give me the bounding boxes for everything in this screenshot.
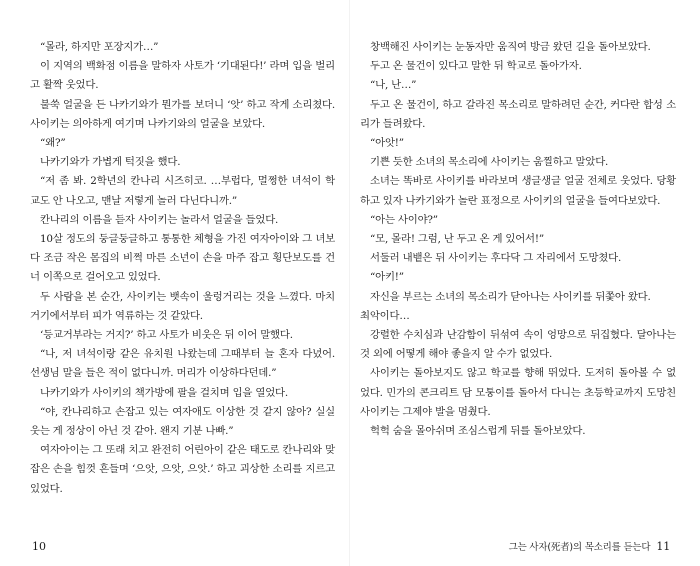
paragraph: 두고 온 물건이, 하고 갈라진 목소리로 말하려던 순간, 커다란 합성 소리가 들려왔다. — [360, 98, 676, 130]
right-page — [350, 0, 700, 566]
paragraph: 두고 온 물건이 있다고 말한 뒤 학교로 돌아가자. — [370, 60, 582, 73]
paragraph: 사이키는 돌아보지도 않고 학교를 향해 뛰었다. 도저히 돌아볼 수 없었다. 민가의 콘크리트 담 모퉁이를 돌아서 다니는 초등학교까지 도망친 사이키는 그제야 발을 멈췄다. — [360, 367, 676, 418]
paragraph: 최악이다… — [360, 309, 410, 322]
paragraph: ‘등교거부라는 거지?’ 하고 사토가 비웃은 뒤 이어 말했다. — [40, 329, 293, 342]
paragraph: “몰라, 하지만 포장지가…” — [40, 41, 159, 53]
paragraph: 소녀는 똑바로 사이키를 바라보며 생글생글 얼굴 전체로 웃었다. 당황하고 있자 나카기와가 놀란 표정으로 사이키의 얼굴을 들여다보았다. — [360, 175, 676, 207]
running-head: 그는 사자(死者)의 목소리를 듣는다 — [508, 542, 651, 553]
paragraph: 나카기와가 사이키의 책가방에 팔을 걸치며 입을 열었다. — [40, 386, 288, 399]
paragraph: 불쑥 얼굴을 든 나카기와가 뭔가를 보더니 ‘앗’ 하고 작게 소리쳤다. 사이키는 의아하게 여기며 나카기와의 얼굴을 보았다. — [30, 98, 335, 130]
paragraph: “아는 사이야?” — [370, 213, 438, 226]
paragraph: “나, 저 녀석이랑 같은 유치원 나왔는데 그때부터 늘 혼자 다녔어. 선생님 말을 들은 적이 없다니까. 머리가 이상하다던데.” — [30, 348, 335, 380]
paragraph: “왜?” — [40, 137, 66, 150]
paragraph: “아키!” — [370, 271, 404, 284]
paragraph: 두 사람을 본 순간, 사이키는 뱃속이 울렁거리는 것을 느꼈다. 마치 거기에서부터 피가 역류하는 것 같았다. — [30, 290, 335, 322]
page-number-left: 10 — [32, 540, 46, 553]
paragraph: 서둘러 내뱉은 뒤 사이키는 후다닥 그 자리에서 도망쳤다. — [370, 252, 622, 265]
running-footer — [509, 539, 670, 553]
paragraph: “나, 난…” — [370, 79, 417, 92]
paragraph: 헉헉 숨을 몰아쉬며 조심스럽게 뒤를 돌아보았다. — [370, 425, 586, 438]
paragraph: 여자아이는 그 또래 치고 완전히 어린아이 같은 태도로 칸나리와 맞잡은 손을 힘껏 흔들며 ‘으앗, 으앗, 으앗.’ 하고 괴상한 소리를 지르고 있었다. — [30, 444, 335, 495]
paragraph: 칸나리의 이름을 듣자 사이키는 놀라서 얼굴을 들었다. — [40, 213, 279, 226]
paragraph: 자신을 부르는 소녀의 목소리가 닫아나는 사이키를 뒤쫓아 왔다. — [370, 290, 651, 303]
paragraph: 창백해진 사이키는 눈동자만 움직여 방금 왔던 길을 돌아보았다. — [370, 41, 651, 53]
paragraph: “저 좀 봐. 2학년의 칸나리 시즈히코. …부럽다, 멀쩡한 녀석이 학교도 안 나오고, 맨날 저렇게 놀러 다닌다니까.” — [30, 175, 335, 207]
page-number-right: 11 — [656, 540, 670, 553]
paragraph: “아앗!” — [370, 137, 404, 150]
paragraph: “모, 몰라! 그럼, 난 두고 온 게 있어서!” — [370, 233, 544, 246]
paragraph: “야, 칸나리하고 손잡고 있는 여자애도 이상한 것 같지 않아? 실실 웃는 게 정상이 아닌 것 같아. 왠지 기분 나빠.” — [30, 405, 335, 438]
paragraph: 10살 정도의 둥글둥글하고 통통한 체형을 가진 여자아이와 그 녀보다 조금 작은 몸집의 비쩍 마른 소년이 손을 마주 잡고 횡단보도를 건너 이쪽으로 걸어오고 있었다. — [30, 233, 335, 284]
paragraph: 강렬한 수치심과 난감함이 뒤섞여 속이 엉망으로 뒤집혔다. 달아나는 것 외에 어떻게 해야 좋을지 알 수가 없었다. — [360, 329, 676, 361]
paragraph: 기쁜 듯한 소녀의 목소리에 사이키는 움찔하고 말았다. — [370, 156, 609, 169]
paragraph: 나카기와가 가볍게 턱짓을 했다. — [40, 156, 181, 169]
paragraph: 이 지역의 백화점 이름을 말하자 사토가 ‘기대된다!’ 라며 입을 벌리고 활짝 웃었다. — [30, 60, 335, 92]
